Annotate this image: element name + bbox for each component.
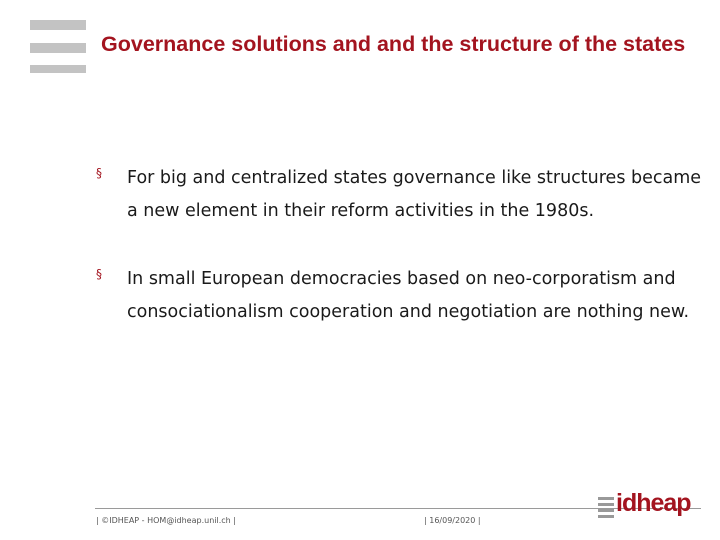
footer-copyright: | ©IDHEAP - HOM@idheap.unil.ch |: [96, 516, 236, 525]
logo-stripes-icon: [598, 497, 614, 521]
slide-title: Governance solutions and and the structure of the states: [101, 32, 686, 56]
bullet-item: [96, 162, 706, 227]
bullet-marker-icon: §: [96, 267, 102, 281]
footer-date: | 16/09/2020 |: [424, 516, 481, 525]
idheap-logo: [598, 489, 690, 523]
bullet-text: In small European democracies based on neo-corporatism and consociationalism cooperation and negotiation are nothing new.: [127, 269, 690, 322]
decorative-bar-middle: [30, 43, 86, 53]
bullet-text: For big and centralized states governance like structures became a new element in their reform activities in the 1980s.: [127, 168, 702, 221]
logo-text: idheap: [616, 489, 691, 517]
decorative-bar-bottom: [30, 65, 86, 73]
decorative-bar-top: [30, 20, 86, 30]
bullet-item: [96, 263, 706, 328]
bullet-list: [96, 162, 706, 328]
bullet-marker-icon: §: [96, 166, 102, 180]
